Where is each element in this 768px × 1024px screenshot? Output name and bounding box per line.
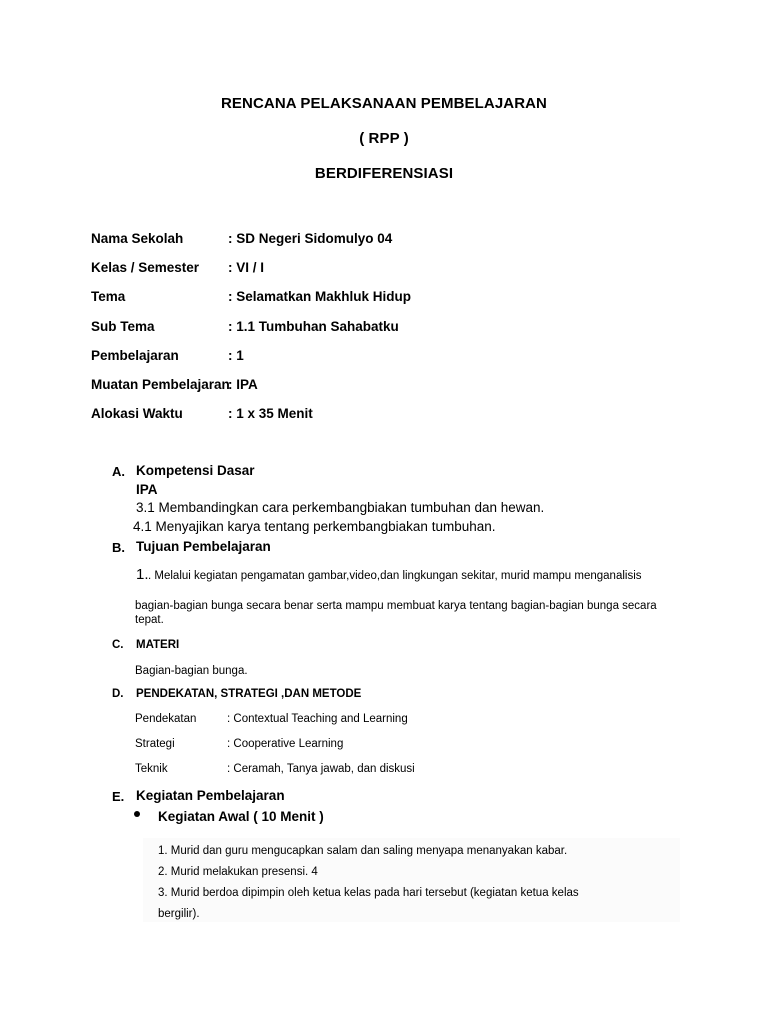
identity-label: Tema — [91, 289, 126, 304]
section-b-line1: . Melalui kegiatan pengamatan gambar,video,dan lingkungan sekitar, murid mampu menganalisis — [148, 570, 642, 582]
section-e-letter: E. — [112, 789, 125, 804]
section-a-letter: A. — [112, 464, 125, 479]
identity-value: : Selamatkan Makhluk Hidup — [228, 289, 412, 304]
bullet-icon — [134, 811, 140, 817]
section-a-kd2: 4.1 Menyajikan karya tentang perkembangbiakan tumbuhan. — [133, 519, 496, 534]
section-d-label-approach: Pendekatan — [135, 713, 197, 725]
section-a-subject: IPA — [136, 482, 158, 497]
identity-value: : 1.1 Tumbuhan Sahabatku — [228, 319, 399, 334]
document-title: RENCANA PELAKSANAAN PEMBELAJARAN — [221, 95, 547, 112]
section-b-number: 1. — [136, 566, 149, 583]
identity-label: Alokasi Waktu — [91, 406, 183, 421]
section-e-bullet-title: Kegiatan Awal ( 10 Menit ) — [158, 809, 324, 824]
identity-value: : 1 x 35 Menit — [228, 406, 313, 421]
activity-step-1: 1. Murid dan guru mengucapkan salam dan saling menyapa menanyakan kabar. — [158, 845, 568, 857]
identity-label: Kelas / Semester — [91, 260, 200, 275]
activity-step-3: 3. Murid berdoa dipimpin oleh ketua kelas pada hari tersebut (kegiatan ketua kelas — [158, 887, 579, 899]
section-b-line2: bagian-bagian bunga secara benar serta mampu membuat karya tentang bagian-bagian bunga secara — [135, 600, 657, 612]
identity-value: : SD Negeri Sidomulyo 04 — [228, 231, 393, 246]
identity-value: : IPA — [228, 377, 258, 392]
identity-label: Sub Tema — [91, 319, 155, 334]
section-c-letter: C. — [112, 639, 124, 651]
section-d-title: PENDEKATAN, STRATEGI ,DAN METODE — [136, 688, 362, 700]
section-d-value-strategy: : Cooperative Learning — [227, 738, 344, 750]
identity-value: : VI / I — [228, 260, 265, 275]
section-a-title: Kompetensi Dasar — [136, 463, 255, 478]
identity-value: : 1 — [228, 348, 244, 363]
identity-label: Muatan Pembelajaran — [91, 377, 230, 392]
section-a-kd1: 3.1 Membandingkan cara perkembangbiakan tumbuhan dan hewan. — [136, 500, 545, 515]
section-b-title: Tujuan Pembelajaran — [136, 539, 271, 554]
section-d-label-technique: Teknik — [135, 763, 168, 775]
activity-step-2: 2. Murid melakukan presensi. 4 — [158, 866, 318, 878]
identity-label: Pembelajaran — [91, 348, 179, 363]
section-b-letter: B. — [112, 540, 125, 555]
activity-step-3-cont: bergilir). — [158, 908, 200, 920]
section-c-title: MATERI — [136, 639, 180, 651]
section-d-value-technique: : Ceramah, Tanya jawab, dan diskusi — [227, 763, 415, 775]
section-d-value-approach: : Contextual Teaching and Learning — [227, 713, 408, 725]
section-d-label-strategy: Strategi — [135, 738, 175, 750]
document-subtitle-rpp: ( RPP ) — [359, 130, 409, 147]
document-subtitle-berdiferensiasi: BERDIFERENSIASI — [314, 165, 454, 182]
section-d-letter: D. — [112, 688, 124, 700]
section-c-content: Bagian-bagian bunga. — [135, 665, 248, 677]
identity-label: Nama Sekolah — [91, 231, 184, 246]
section-e-title: Kegiatan Pembelajaran — [136, 788, 285, 803]
section-b-line3: tepat. — [135, 614, 164, 626]
